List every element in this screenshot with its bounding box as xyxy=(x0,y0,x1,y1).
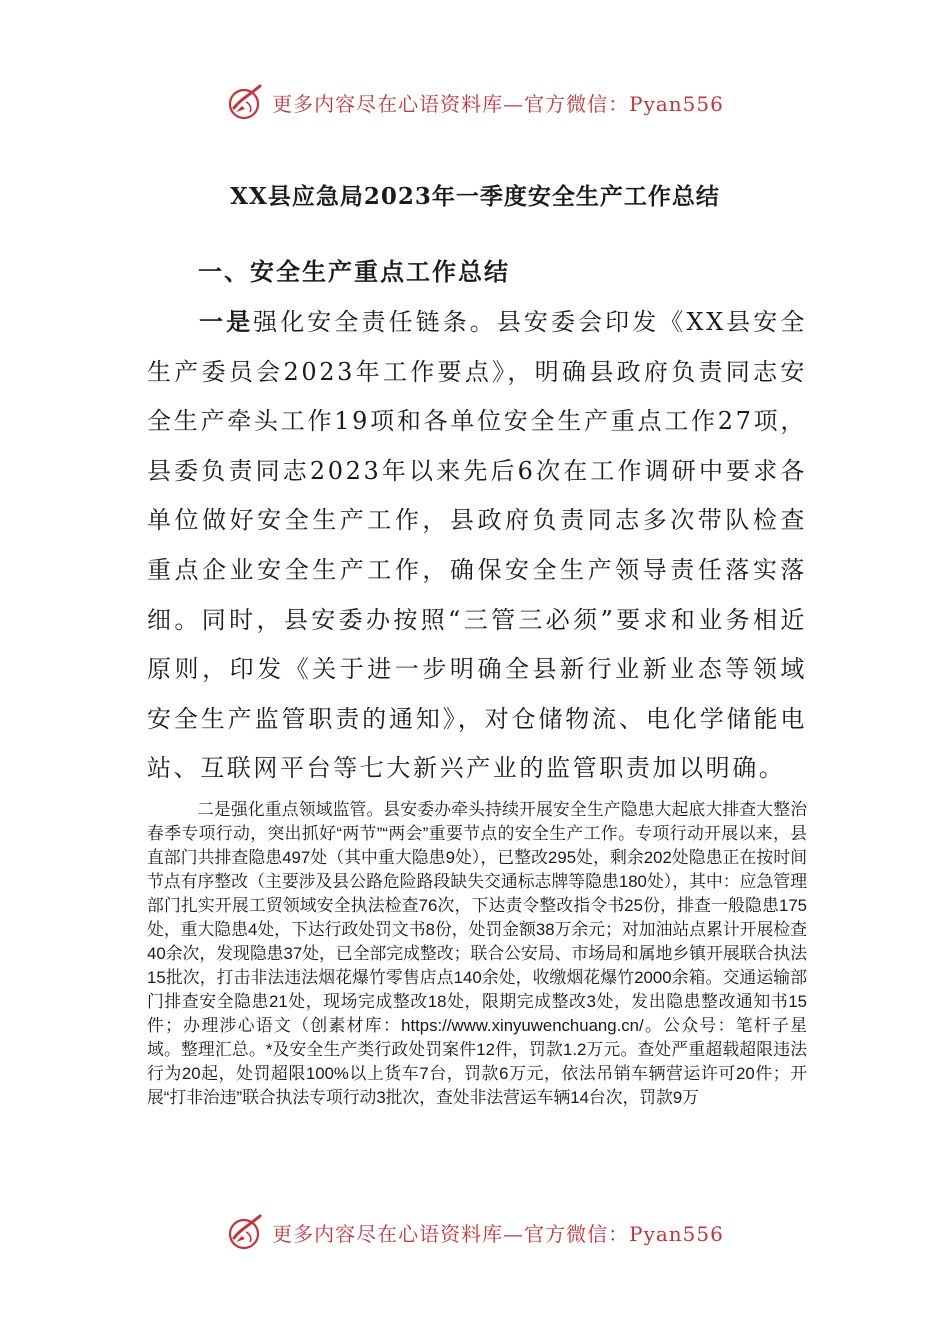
section-heading: 一、安全生产重点工作总结 xyxy=(198,257,510,286)
paragraph-1 xyxy=(147,297,807,794)
watermark-text: 更多内容尽在心语资料库—官方微信：Pyan556 xyxy=(272,91,724,116)
paragraph-1-body: 强化安全责任链条。县安委会印发《XX县安全生产委员会2023年工作要点》，明确县政府负责同志安全生产牵头工作19项和各单位安全生产重点工作27项，县委负责同志2023年以来先后6次在工作调研中要求各单位做好安全生产工作，县政府负责同志多次带队检查重点企业安全生产工作，确保安全生产领导责任落实落细。同时，县安委办按照“三管三必须”要求和业务相近原则，印发《关于进一步明确全县新行业新业态等领域安全生产监管职责的通知》，对仓储物流、电化学储能电站、互联网平台等七大新兴产业的监管职责加以明确。 xyxy=(147,308,807,783)
document-title: XX县应急局2023年一季度安全生产工作总结 xyxy=(230,183,720,210)
paragraph-2: 二是强化重点领域监管。县安委办牵头持续开展安全生产隐患大起底大排查大整治春季专项行动，突出抓好“两节”“两会”重要节点的安全生产工作。专项行动开展以来，县直部门共排查隐患497处（其中重大隐患9处），已整改295处，剩余202处隐患正在按时间节点有序整改（主要涉及县公路危险路段缺失交通标志牌等隐患180处），其中：应急管理部门扎实开展工贸领域安全执法检查76次，下达责令整改指令书25份，排查一般隐患175处，重大隐患4处，下达行政处罚文书8份，处罚金额38万余元；对加油站点累计开展检查40余次，发现隐患37处，已全部完成整改；联合公安局、市场局和属地乡镇开展联合执法15批次，打击非法违法烟花爆竹零售店点140余处，收缴烟花爆竹2000余箱。交通运输部门排查安全隐患21处，现场完成整改18处，限期完成整改3处，发出隐患整改通知书15件；办理涉心语文（创素材库：https://www.xinyuwenchuang.cn/。公众号：笔杆子星域。整理汇总。*及安全生产类行政处罚案件12件，罚款1.2万元。查处严重超载超限违法行为20起，处罚超限100%以上货车7台，罚款6万元，依法吊销车辆营运许可20件；开展“打非治违”联合执法专项行动3批次，查处非法营运车辆14台次，罚款9万 xyxy=(147,800,807,1107)
pen-logo-icon xyxy=(226,1212,266,1252)
watermark-banner-bottom xyxy=(0,1210,950,1254)
watermark-banner-top xyxy=(0,80,950,124)
watermark-text: 更多内容尽在心语资料库—官方微信：Pyan556 xyxy=(272,1221,724,1246)
paragraph-1-lead: 一是 xyxy=(199,307,254,336)
pen-logo-icon xyxy=(226,82,266,122)
